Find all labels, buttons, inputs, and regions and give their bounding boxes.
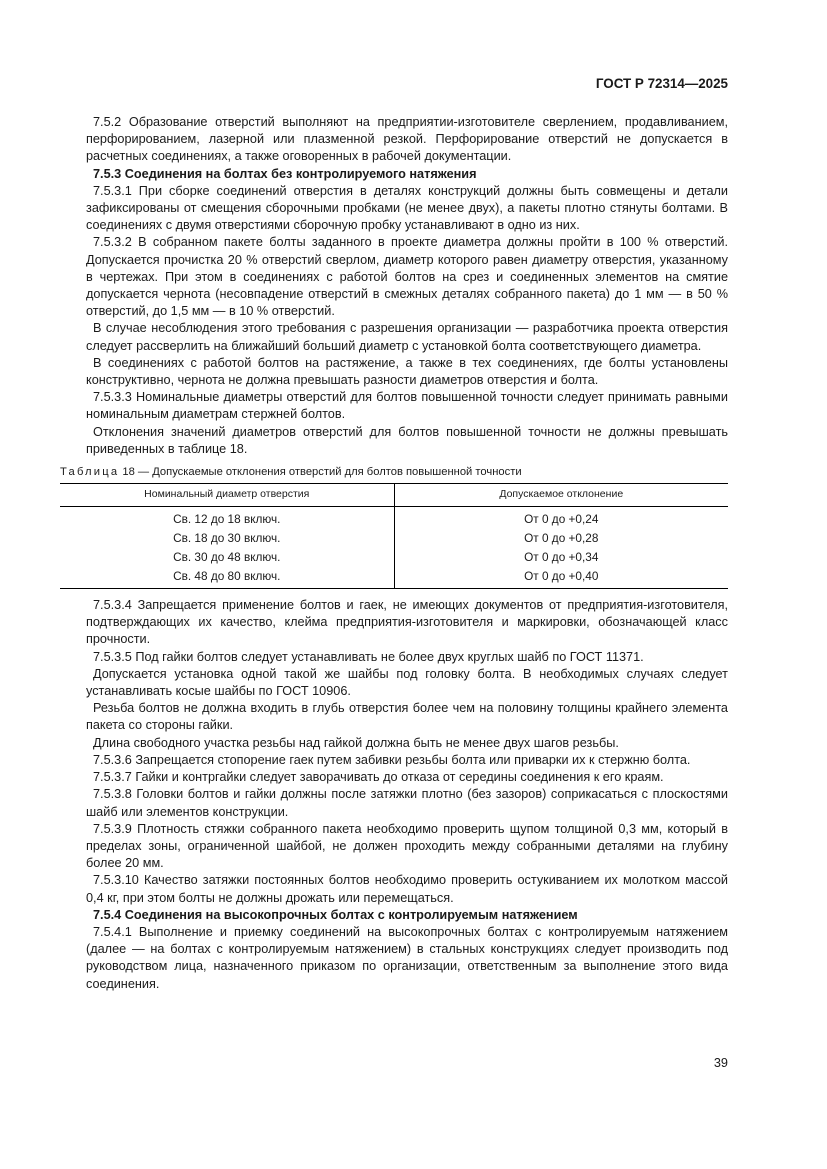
table-cell: Св. 48 до 80 включ. [60, 567, 394, 589]
table-cell: От 0 до +0,34 [524, 549, 599, 564]
paragraph-7-5-3-2: 7.5.3.2 В собранном пакете болты заданного в проекте диаметра должны пройти в 100 % отверстий. Допускается прочистка 20 % отверстий сверлом, диаметр которого равен диаметру отверстия, указанному в чертежах. При этом в соединениях с работой болтов на срез и соединенных элементов на смятие допускается чернота (несовпадение отверстий в смежных деталях собранного пакета) до 1 мм — в 50 % отверстий, до 1,5 мм — в 10 % отверстий. [86, 235, 728, 319]
page-content [60, 114, 728, 993]
paragraph-7-5-3-5: 7.5.3.5 Под гайки болтов следует устанавливать не более двух круглых шайб по ГОСТ 11371. [93, 649, 644, 664]
page-number: 39 [713, 1056, 728, 1070]
table-cell: Св. 30 до 48 включ. [60, 548, 394, 567]
paragraph-7-5-4-1: 7.5.4.1 Выполнение и приемку соединений на высокопрочных болтах с контролируемым натяжением (далее — на болтах с контролируемым натяжением) в стальных конструкциях следует производить под руководством лица, назначенного приказом по организации, ответственным за выполнение этого вида соединения. [86, 924, 728, 991]
heading-7-5-3: 7.5.3 Соединения на болтах без контролируемого натяжения [93, 166, 477, 181]
column-header-diameter: Номинальный диаметр отверстия [60, 484, 394, 507]
paragraph-7-5-3-9: 7.5.3.9 Плотность стяжки собранного пакета необходимо проверить щупом толщиной 0,3 мм, который в пределах зоны, ограниченной шайбой, не должен проходить между собранными деталями на глубину более 20 мм. [86, 821, 728, 871]
deviation-table [60, 483, 728, 589]
table-cell: От 0 до +0,40 [524, 568, 599, 583]
column-header-deviation: Допускаемое отклонение [394, 484, 728, 507]
table-caption [60, 465, 728, 480]
paragraph-7-5-3-3: 7.5.3.3 Номинальные диаметры отверстий для болтов повышенной точности следует принимать равными номинальным диаметрам стержней болтов. [86, 390, 728, 422]
document-id: ГОСТ Р 72314—2025 [595, 76, 728, 91]
paragraph-deviations: Отклонения значений диаметров отверстий для болтов повышенной точности не должны превышать приведенных в таблице 18. [86, 424, 728, 456]
paragraph-tension: В соединениях с работой болтов на растяжение, а также в тех соединениях, где болты установлены конструктивно, чернота не должна превышать разности диаметров отверстия и болта. [86, 355, 728, 388]
table-row [60, 567, 728, 589]
paragraph-7-5-2: 7.5.2 Образование отверстий выполняют на предприятии-изготовителе сверлением, продавливанием, перфорированием, лазерной или плазменной резкой. Перфорирование отверстий не допускается в расчетных соединениях, а также оговоренных в рабочей документации. [86, 115, 728, 164]
paragraph-7-5-3-1: 7.5.3.1 При сборке соединений отверстия в деталях конструкций должны быть совмещены и детали зафиксированы от смещения сборочными пробками (не менее двух), а пакеты плотно стянуты болтами. В соединениях с двумя отверстиями сборочную пробку устанавливают в одно из них. [86, 183, 728, 233]
paragraph-washer: Допускается установка одной такой же шайбы под головку болта. В необходимых случаях следует устанавливать косые шайбы по ГОСТ 10906. [86, 666, 728, 699]
table-row [60, 529, 728, 548]
paragraph-7-5-3-4: 7.5.3.4 Запрещается применение болтов и гаек, не имеющих документов от предприятия-изготовителя, подтверждающих их качество, клейма предприятия-изготовителя и маркировки, обозначающей класс прочности. [86, 598, 728, 647]
paragraph-7-5-3-10: 7.5.3.10 Качество затяжки постоянных болтов необходимо проверить остукиванием их молотком массой 0,4 кг, при этом болты не должны дрожать или перемещаться. [86, 873, 728, 905]
table-caption-label: Таблица [60, 466, 120, 479]
table-cell: Св. 12 до 18 включ. [60, 507, 394, 530]
heading-7-5-4: 7.5.4 Соединения на высокопрочных болтах с контролируемым натяжением [93, 907, 578, 922]
table-row [60, 548, 728, 567]
paragraph-7-5-3-8: 7.5.3.8 Головки болтов и гайки должны после затяжки плотно (без зазоров) соприкасаться с плоскостями шайб или элементов конструкции. [86, 787, 728, 819]
table-cell: Св. 18 до 30 включ. [60, 529, 394, 548]
table-header-row [60, 484, 728, 507]
table-row [60, 507, 728, 530]
paragraph-rebore: В случае несоблюдения этого требования с разрешения организации — разработчика проекта отверстия следует рассверлить на ближайший больший диаметр с установкой болта соответствующего диаметра. [86, 321, 728, 353]
table-cell: От 0 до +0,24 [524, 511, 599, 526]
paragraph-thread-depth: Резьба болтов не должна входить в глубь отверстия более чем на половину толщины крайнего элемента пакета со стороны гайки. [86, 701, 728, 733]
table-cell: От 0 до +0,28 [524, 530, 599, 545]
table-caption-text: 18 — Допускаемые отклонения отверстий для болтов повышенной точности [122, 466, 522, 479]
paragraph-7-5-3-6: 7.5.3.6 Запрещается стопорение гаек путем забивки резьбы болта или приварки их к стержню болта. [93, 752, 691, 767]
paragraph-thread-length: Длина свободного участка резьбы над гайкой должна быть не менее двух шагов резьбы. [93, 735, 619, 750]
paragraph-7-5-3-7: 7.5.3.7 Гайки и контргайки следует заворачивать до отказа от середины соединения к его краям. [93, 770, 664, 785]
